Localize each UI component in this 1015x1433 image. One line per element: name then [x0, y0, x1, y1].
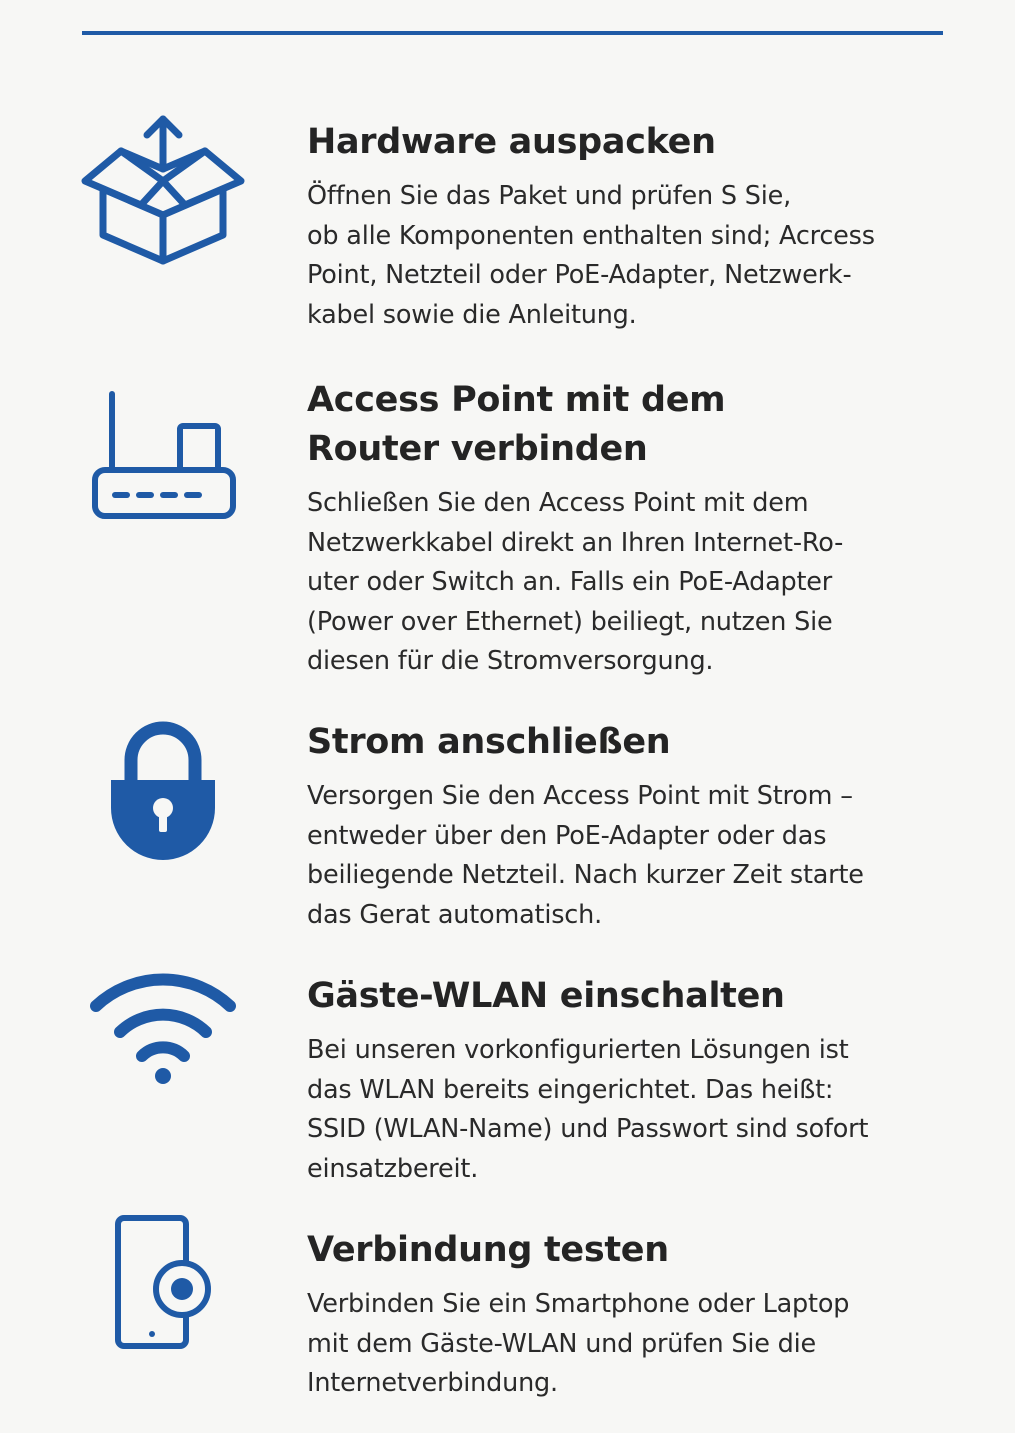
step-description: Bei unseren vorkonfigurierten Lösungen ist das WLAN bereits eingerichtet. Das heißt: SSID (WLAN-Name) und Passwort sind sofort einsatzbereit.	[307, 1035, 869, 1184]
router-icon	[78, 390, 248, 524]
top-divider	[82, 31, 943, 35]
step-title: Gäste-WLAN einschalten	[307, 976, 785, 1016]
step-description: Verbinden Sie ein Smartphone oder Laptop mit dem Gäste-WLAN und prüfen Sie die Internetverbindung.	[307, 1289, 850, 1398]
smartphone-connection-icon	[78, 1214, 248, 1354]
box-unpack-icon	[78, 111, 248, 271]
step-title: Access Point mit dem Router verbinden	[307, 380, 726, 469]
step-description: Versorgen Sie den Access Point mit Strom – entweder über den PoE-Adapter oder das beiliegende Netzteil. Nach kurzer Zeit starte das Gerat automatisch.	[307, 781, 864, 930]
padlock-icon	[78, 712, 248, 862]
step-description: Öffnen Sie das Paket und prüfen S Sie, ob alle Komponenten enthalten sind; Acrcess Point, Netzteil oder PoE-Adapter, Netzwerk- kabel sowie die Anleitung.	[307, 181, 875, 330]
step-description: Schließen Sie den Access Point mit dem Netzwerkkabel direkt an Ihren Internet-Ro- uter oder Switch an. Falls ein PoE-Adapter (Power over Ethernet) beiliegt, nutzen Sie diesen für die Stromversorgung.	[307, 488, 844, 676]
step-title: Hardware auspacken	[307, 122, 716, 162]
wifi-icon	[78, 970, 248, 1086]
step-title: Verbindung testen	[307, 1230, 669, 1270]
step-title: Strom anschließen	[307, 722, 671, 762]
